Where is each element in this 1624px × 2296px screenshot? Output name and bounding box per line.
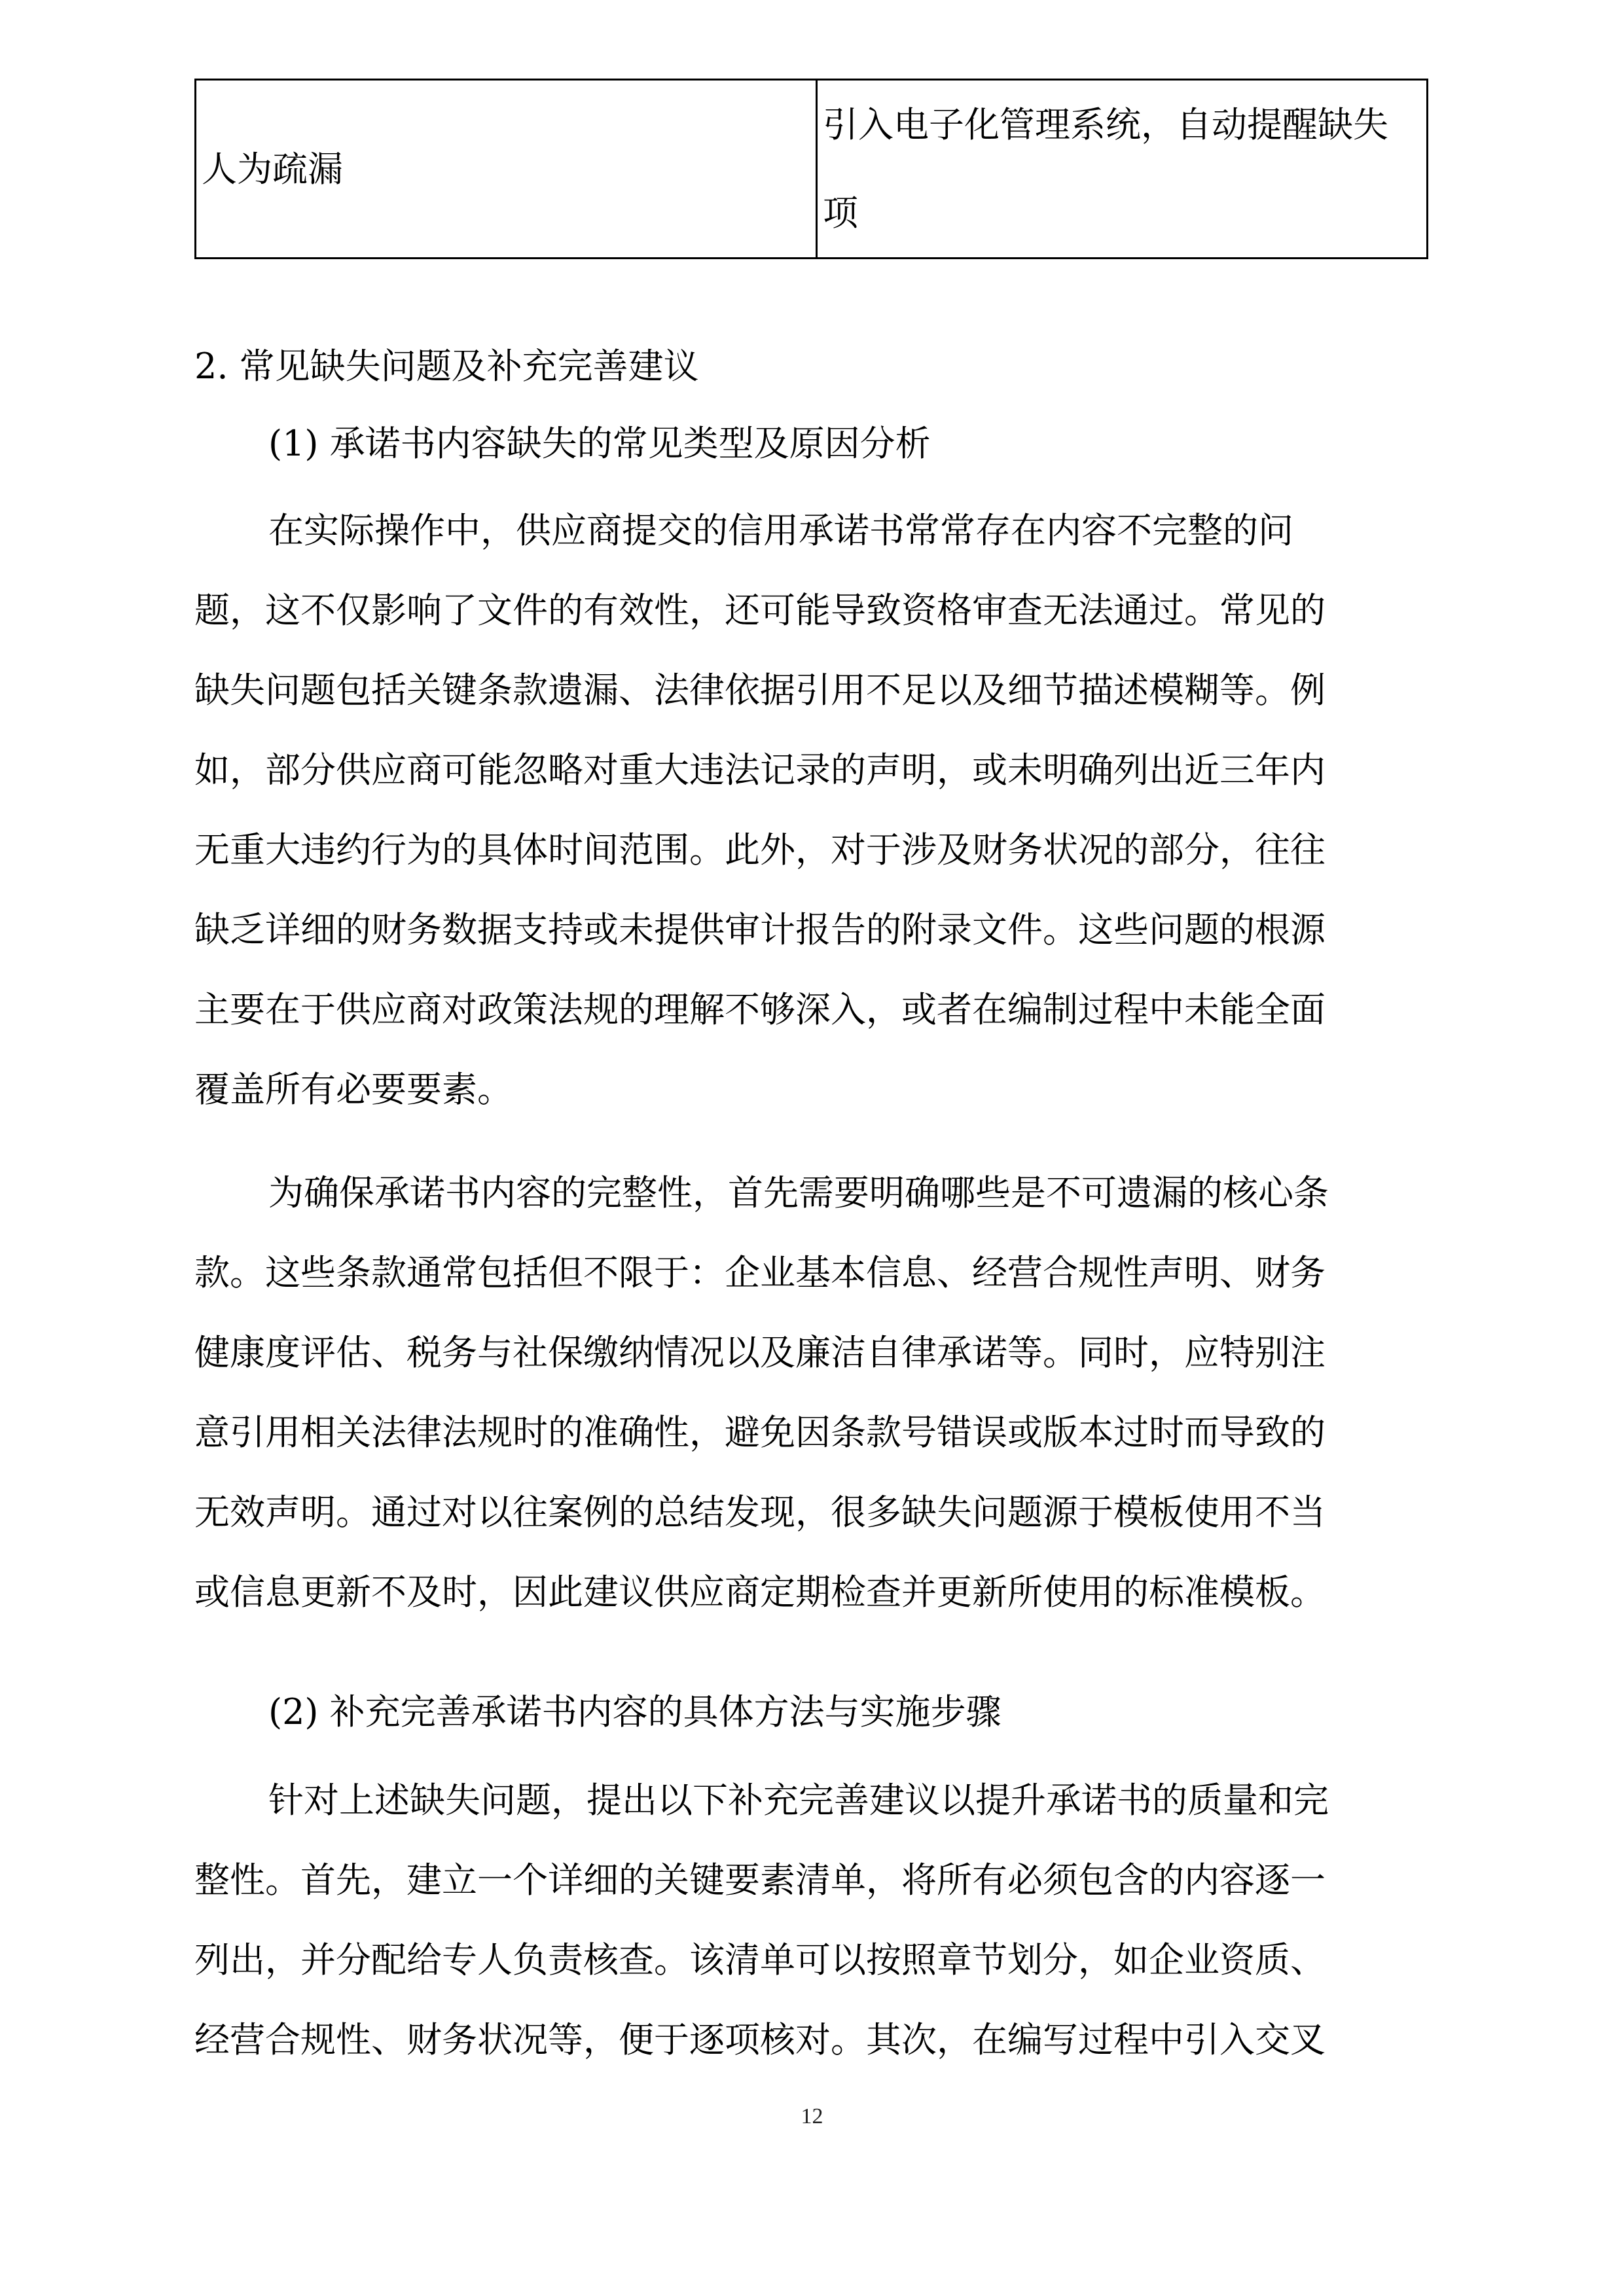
paragraph-line: 意引用相关法律法规时的准确性，避免因条款号错误或版本过时而导致的	[194, 1412, 1326, 1453]
paragraph-line: 或信息更新不及时，因此建议供应商定期检查并更新所使用的标准模板。	[194, 1571, 1326, 1613]
table-row	[196, 80, 1428, 259]
paragraph-line: 无效声明。通过对以往案例的总结发现，很多缺失问题源于模板使用不当	[194, 1492, 1326, 1533]
paragraph-line: 整性。首先，建立一个详细的关键要素清单，将所有必须包含的内容逐一	[194, 1859, 1326, 1901]
paragraph-line: 健康度评估、税务与社保缴纳情况以及廉洁自律承诺等。同时，应特别注	[194, 1332, 1326, 1373]
paragraph-line: 经营合规性、财务状况等，便于逐项核对。其次，在编写过程中引入交叉	[194, 2019, 1326, 2060]
measures-table	[194, 79, 1428, 259]
paragraph-line: 题，这不仅影响了文件的有效性，还可能导致资格审查无法通过。常见的	[194, 590, 1326, 631]
paragraph-line: 针对上述缺失问题，提出以下补充完善建议以提升承诺书的质量和完	[268, 1780, 1329, 1821]
paragraph-2	[194, 1153, 1425, 1632]
paragraph-line: 款。这些条款通常包括但不限于：企业基本信息、经营合规性声明、财务	[194, 1252, 1326, 1293]
paragraph-line: 在实际操作中，供应商提交的信用承诺书常常存在内容不完整的问	[268, 510, 1293, 551]
paragraph-1	[194, 491, 1425, 1130]
subsection-heading-1: (1) 承诺书内容缺失的常见类型及原因分析	[268, 423, 931, 464]
section-heading: 2. 常见缺失问题及补充完善建议	[194, 346, 699, 387]
table-cell-measure-line: 引入电子化管理系统，自动提醒缺失	[823, 104, 1388, 145]
page-number: 12	[801, 2104, 823, 2128]
paragraph-line: 为确保承诺书内容的完整性，首先需要明确哪些是不可遗漏的核心条	[268, 1172, 1329, 1213]
paragraph-line: 列出，并分配给专人负责核查。该清单可以按照章节划分，如企业资质、	[194, 1939, 1326, 1981]
table-cell-problem-text: 人为疏漏	[202, 148, 343, 190]
paragraph-line: 缺乏详细的财务数据支持或未提供审计报告的附录文件。这些问题的根源	[194, 909, 1326, 950]
subsection-heading-2: (2) 补充完善承诺书内容的具体方法与实施步骤	[268, 1691, 1001, 1732]
paragraph-line: 无重大违约行为的具体时间范围。此外，对于涉及财务状况的部分，往往	[194, 829, 1326, 870]
paragraph-line: 缺失问题包括关键条款遗漏、法律依据引用不足以及细节描述模糊等。例	[194, 670, 1326, 711]
table-cell-problem	[196, 80, 817, 259]
paragraph-3	[194, 1761, 1425, 2080]
table-cell-measure-line: 项	[823, 192, 858, 234]
table-cell-measure	[817, 80, 1428, 259]
paragraph-line: 主要在于供应商对政策法规的理解不够深入，或者在编制过程中未能全面	[194, 989, 1326, 1030]
paragraph-line: 覆盖所有必要要素。	[194, 1069, 513, 1110]
paragraph-line: 如，部分供应商可能忽略对重大违法记录的声明，或未明确列出近三年内	[194, 749, 1326, 791]
